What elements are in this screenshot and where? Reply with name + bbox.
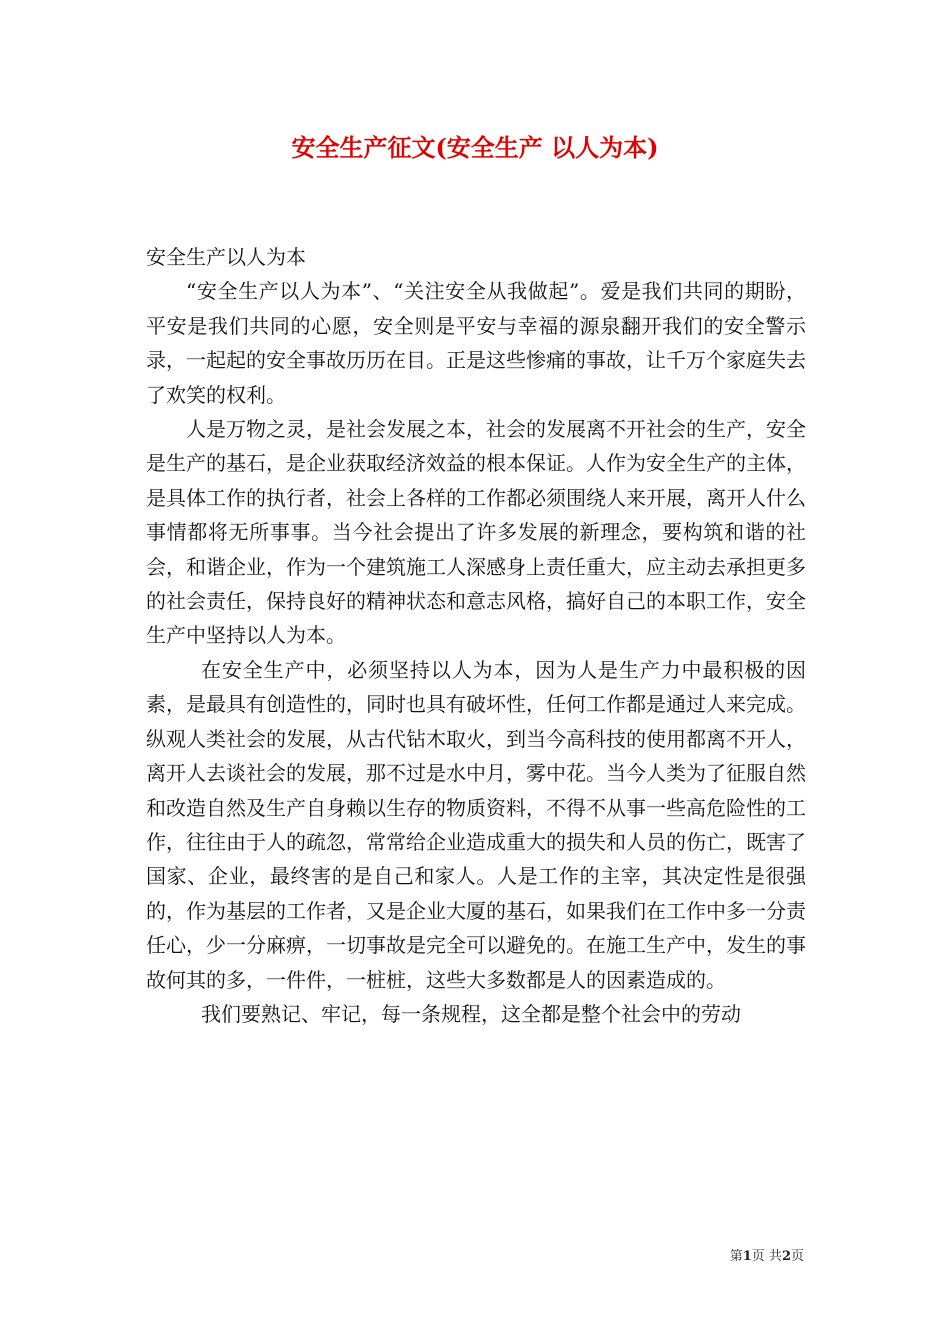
page-number-footer — [730, 1248, 804, 1266]
paragraph-1: “安全生产以人为本”、“关注安全从我做起”。爱是我们共同的期盼，平安是我们共同的心愿，安全则是平安与幸福的源泉翻开我们的安全警示录，一起起的安全事故历历在目。正是这些惨痛的事故，让千万个家庭失去了欢笑的权利。 — [146, 279, 806, 407]
footer-middle: 页 共 — [751, 1249, 782, 1264]
footer-prefix: 第 — [729, 1249, 743, 1264]
paragraph-4: 我们要熟记、牢记，每一条规程，这全都是整个社会中的劳动 — [201, 1001, 741, 1026]
document-body — [146, 240, 806, 1031]
total-pages-number: 2 — [781, 1249, 791, 1264]
footer-suffix: 页 — [790, 1249, 804, 1264]
paragraph-2: 人是万物之灵，是社会发展之本，社会的发展离不开社会的生产，安全是生产的基石，是企业获取经济效益的根本保证。人作为安全生产的主体，是具体工作的执行者，社会上各样的工作都必须围绕人来开展，离开人什么事情都将无所事事。当今社会提出了许多发展的新理念，要构筑和谐的社会，和谐企业，作为一个建筑施工人深感身上责任重大，应主动去承担更多的社会责任，保持良好的精神状态和意志风格，搞好自己的本职工作，安全生产中坚持以人为本。 — [146, 417, 806, 648]
document-title: 安全生产征文(安全生产 以人为本) — [291, 133, 659, 162]
current-page-number: 1 — [742, 1249, 752, 1264]
paragraph-3: 在安全生产中，必须坚持以人为本，因为人是生产力中最积极的因素，是最具有创造性的，同时也具有破坏性，任何工作都是通过人来完成。纵观人类社会的发展，从古代钻木取火，到当今高科技的使用都离不开人，离开人去谈社会的发展，那不过是水中月，雾中花。当今人类为了征服自然和改造自然及生产自身赖以生存的物质资料，不得不从事一些高危险性的工作，往往由于人的疏忽，常常给企业造成重大的损失和人员的伤亡，既害了国家、企业，最终害的是自己和家人。人是工作的主宰，其决定性是很强的，作为基层的工作者，又是企业大厦的基石，如果我们在工作中多一分责任心，少一分麻痹，一切事故是完全可以避免的。在施工生产中，发生的事故何其的多，一件件，一桩桩，这些大多数都是人的因素造成的。 — [146, 657, 806, 992]
section-heading: 安全生产以人为本 — [146, 245, 306, 269]
